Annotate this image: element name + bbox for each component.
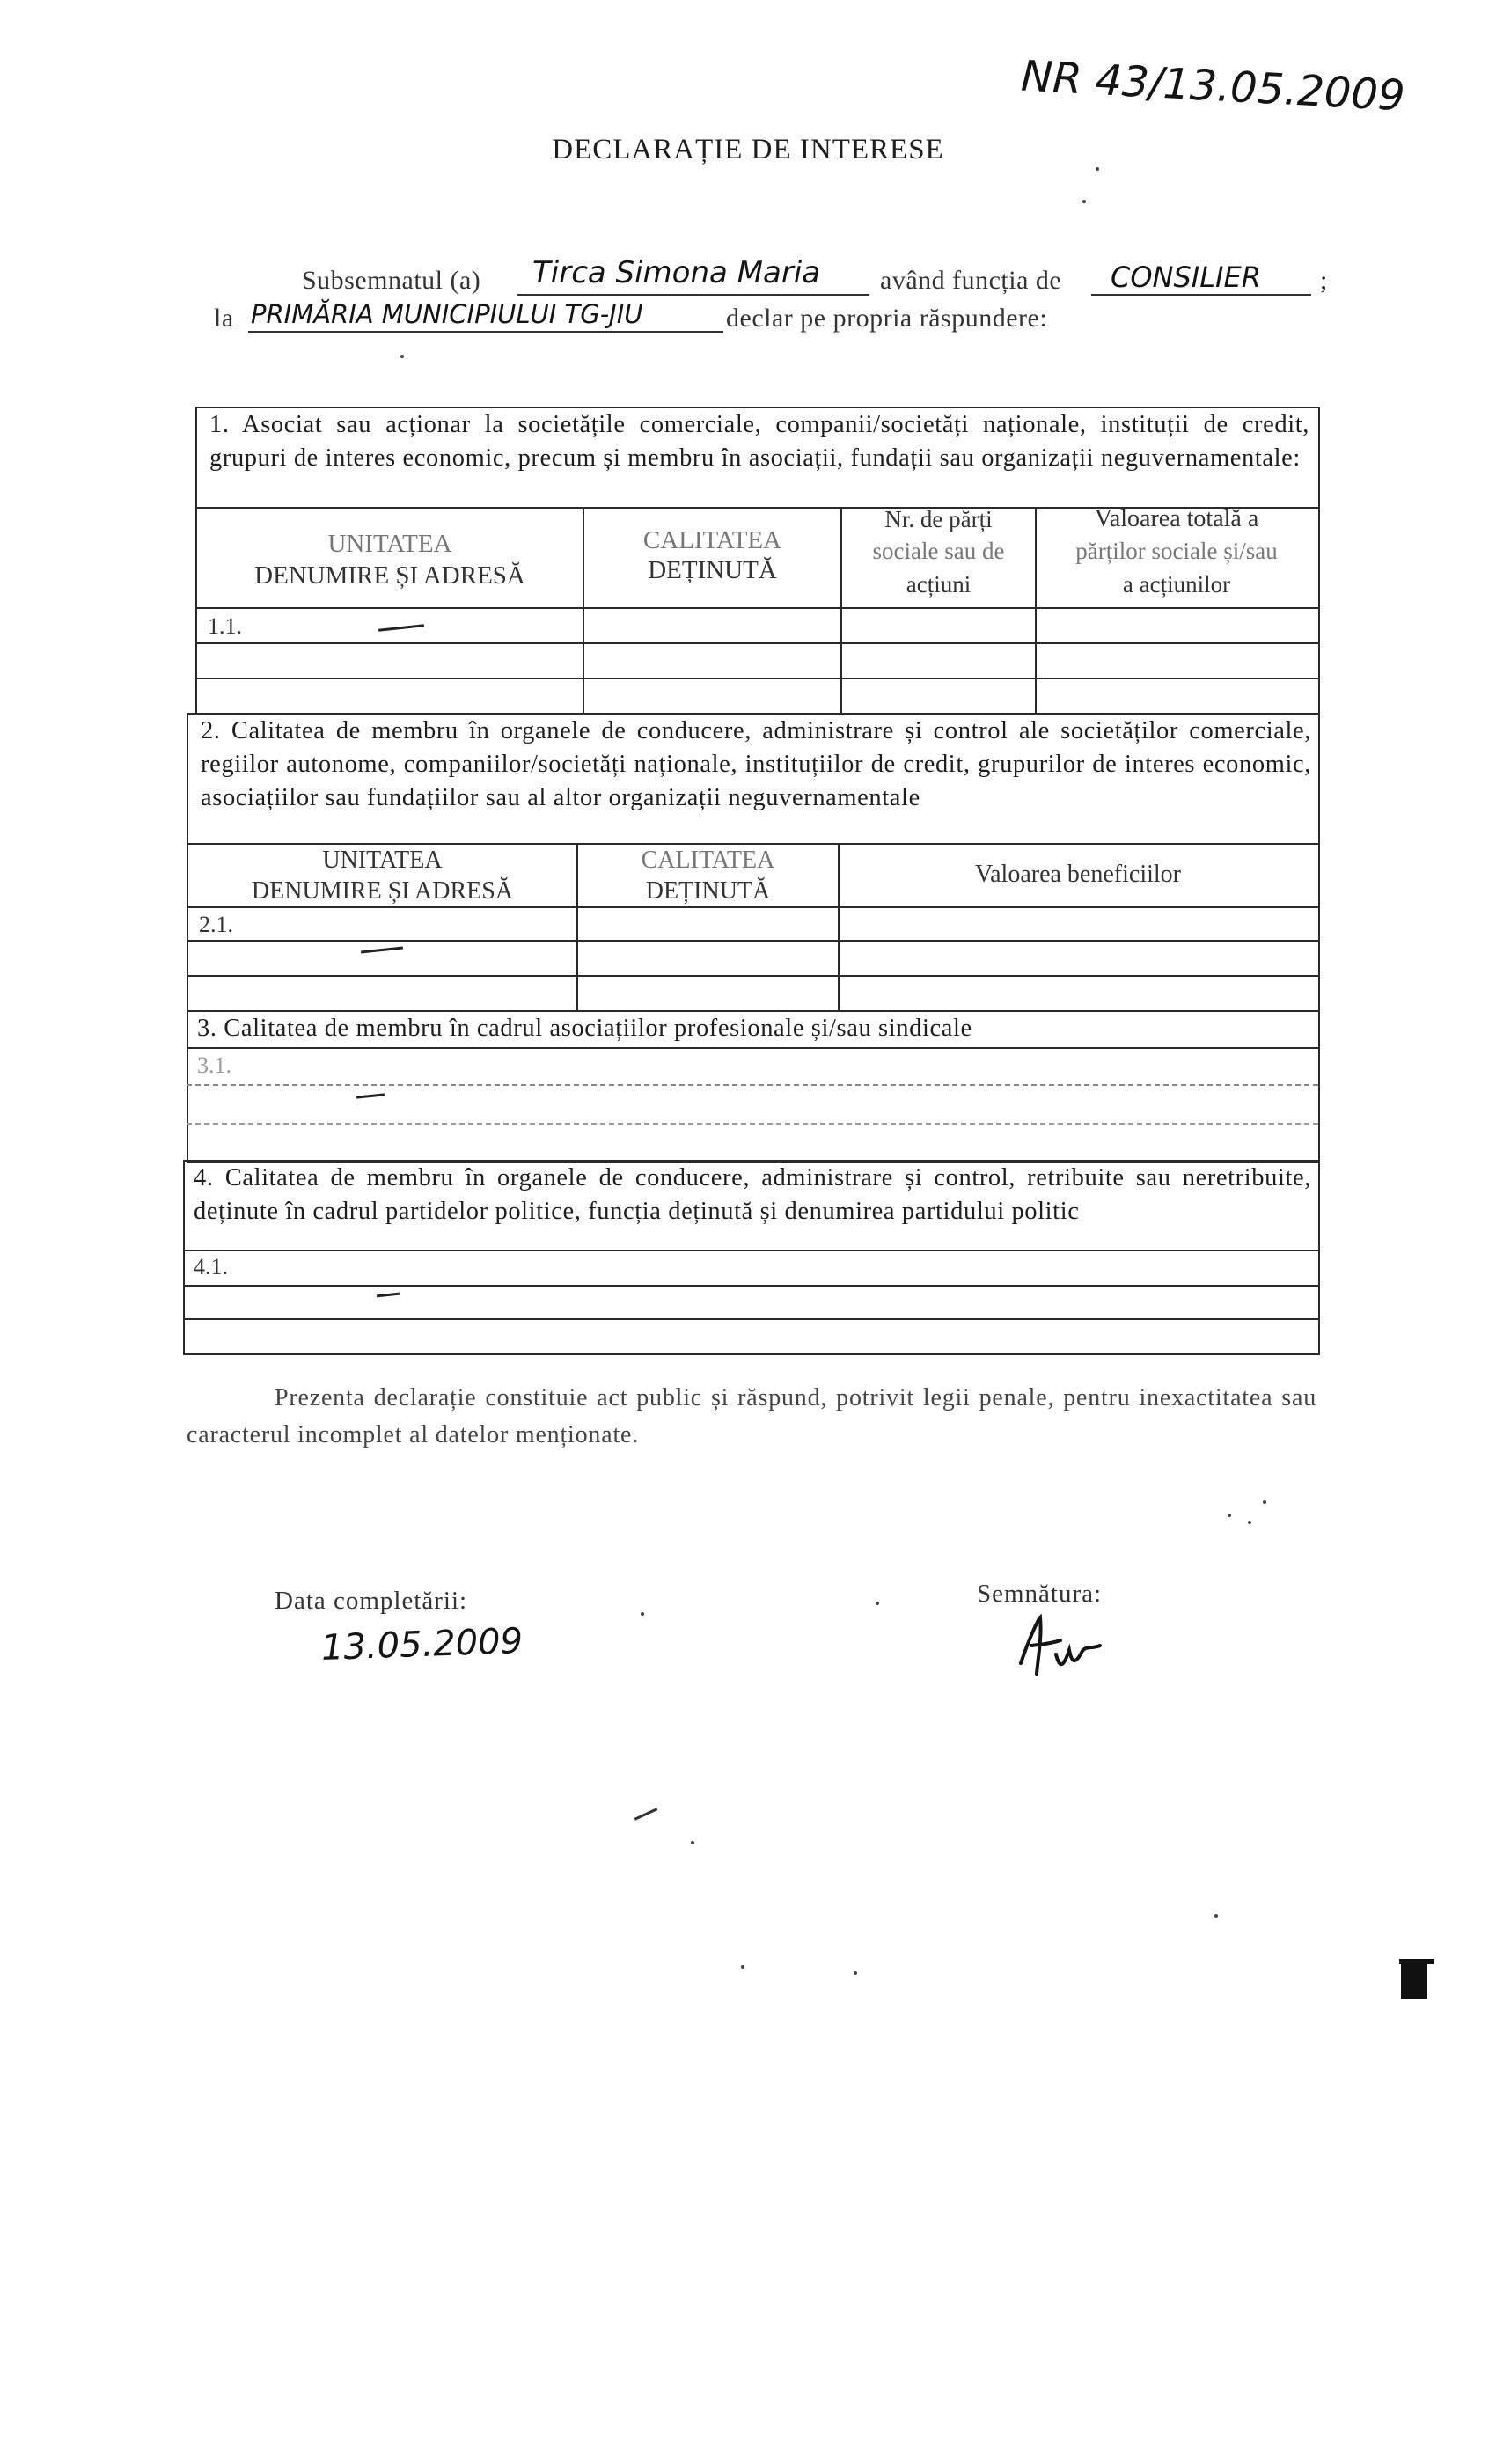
declar-label: declar pe propria răspundere: [726,304,1048,333]
section-1-text: 1. Asociat sau acționar la societățile comerciale, companii/societăți naționale, instituții de credit, grupuri de interes economic, precum și membru în asociații, fundații sau organizații neguvernamentale: [209,411,1309,472]
date-value: 13.05.2009 [320,1621,524,1668]
section-2-text: 2. Calitatea de membru în organele de conducere, administrare și control ale societăților comerciale, regiilor autonome, companiilor/societăți naționale, instituțiilor de credit, grupurilor de interes economic, asociațiilor sau fundațiilor sau al altor organizații neguvernamentale [201,717,1311,811]
s1-col-sociale: sociale sau de [872,538,1005,564]
s1-row-label: 1.1. [208,613,242,639]
document-title: DECLARAȚIE DE INTERESE [552,134,944,165]
signature-mark [1012,1610,1118,1681]
s2-col-denumire: DENUMIRE ȘI ADRESĂ [251,877,514,905]
avand-functia-label: având funcția de [880,266,1062,295]
s4-row-label: 4.1. [194,1254,228,1280]
section-4-text: 4. Calitatea de membru în organele de conducere, administrare și control, retribuite sau neretribuite, deținute în cadrul partidelor politice, funcția deținută și denumirea partidului politic [194,1164,1311,1225]
s3-row-label: 3.1. [197,1052,231,1078]
s1-col-nr-parti: Nr. de părți [884,506,993,532]
date-label: Data completării: [275,1587,468,1615]
s2-col-valoarea-beneficiilor: Valoarea beneficiilor [975,861,1181,888]
s2-col-detinuta: DEȚINUTĂ [645,877,771,905]
s2-row-label: 2.1. [199,912,233,937]
scan-black-mark [1401,1961,1427,1999]
s1-col-calitatea: CALITATEA [642,526,782,554]
institution-value: PRIMĂRIA MUNICIPIULUI TG-JIU [251,299,643,329]
s1-col-unitatea: UNITATEA [327,530,452,558]
declarant-name: Tirca Simona Maria [532,255,821,290]
semicolon: ; [1320,266,1328,295]
registration-number: NR 43/13.05.2009 [1019,51,1406,121]
subsemnatul-label: Subsemnatul (a) [302,266,481,295]
s1-col-valoarea: Valoarea totală a [1094,505,1259,532]
s2-col-calitatea: CALITATEA [641,847,775,874]
s1-col-partilor: părților sociale și/sau [1075,538,1278,564]
s1-col-denumire: DENUMIRE ȘI ADRESĂ [254,561,525,590]
la-label: la [214,304,234,333]
s1-col-detinuta: DEȚINUTĂ [648,556,777,584]
function-value: CONSILIER [1111,260,1261,294]
s1-col-actiuni: acțiuni [906,571,972,598]
signature-label: Semnătura: [977,1580,1103,1608]
s1-col-a-actiunilor: a acțiunilor [1122,571,1231,598]
footer-statement: Prezenta declarație constituie act public și răspund, potrivit legii penale, pentru inexactitatea sau caracterul incomplet al datelor menționate. [187,1384,1316,1448]
s2-col-unitatea: UNITATEA [322,847,443,874]
section-3-text: 3. Calitatea de membru în cadrul asociațiilor profesionale și/sau sindicale [197,1015,972,1042]
